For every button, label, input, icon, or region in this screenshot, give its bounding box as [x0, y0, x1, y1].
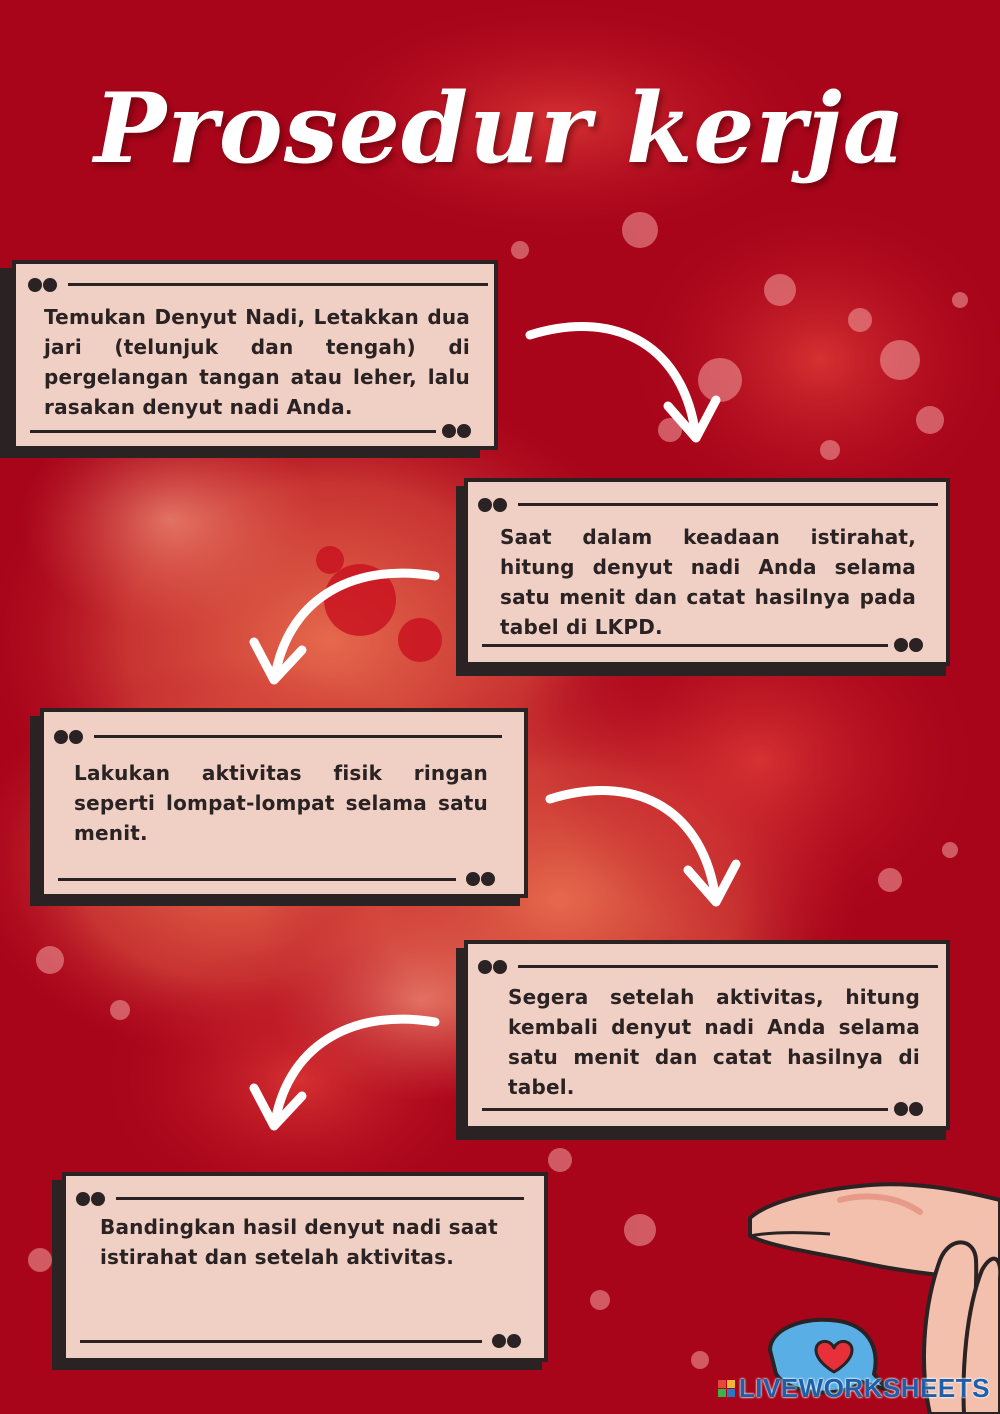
step-5-text: Bandingkan hasil denyut nadi saat istirahat dan setelah aktivitas.	[100, 1215, 498, 1269]
liveworksheets-logo-icon	[718, 1380, 735, 1397]
step-2-text: Saat dalam keadaan istirahat, hitung denyut nadi Anda selama satu menit dan catat hasilnya pada tabel di LKPD.	[500, 525, 916, 639]
step-4-text: Segera setelah aktivitas, hitung kembali denyut nadi Anda selama satu menit dan catat hasilnya di tabel.	[508, 985, 920, 1099]
step-card-4	[456, 940, 956, 1140]
step-card-5	[52, 1172, 552, 1372]
curved-arrow-icon	[240, 558, 450, 698]
quote-dots-icon	[466, 872, 502, 886]
watermark-text: LIVEWORKSHEETS	[738, 1373, 990, 1403]
quote-dots-icon	[76, 1192, 112, 1206]
liveworksheets-watermark	[718, 1373, 990, 1404]
curved-arrow-icon	[520, 310, 740, 460]
curved-arrow-icon	[240, 1004, 450, 1144]
quote-dots-icon	[894, 638, 930, 652]
step-3-text: Lakukan aktivitas fisik ringan seperti lompat-lompat selama satu menit.	[74, 761, 488, 845]
quote-dots-icon	[478, 960, 514, 974]
step-card-1	[0, 260, 500, 460]
quote-dots-icon	[894, 1102, 930, 1116]
quote-dots-icon	[54, 730, 90, 744]
quote-dots-icon	[492, 1334, 528, 1348]
quote-dots-icon	[478, 498, 514, 512]
quote-dots-icon	[442, 424, 478, 438]
step-card-3	[30, 706, 530, 906]
quote-dots-icon	[28, 278, 64, 292]
step-1-text: Temukan Denyut Nadi, Letakkan dua jari (telunjuk dan tengah) di pergelangan tangan atau leher, lalu rasakan denyut nadi Anda.	[44, 305, 470, 419]
curved-arrow-icon	[540, 774, 760, 924]
page-title: Prosedur kerja	[94, 72, 906, 185]
step-card-2	[456, 478, 956, 678]
